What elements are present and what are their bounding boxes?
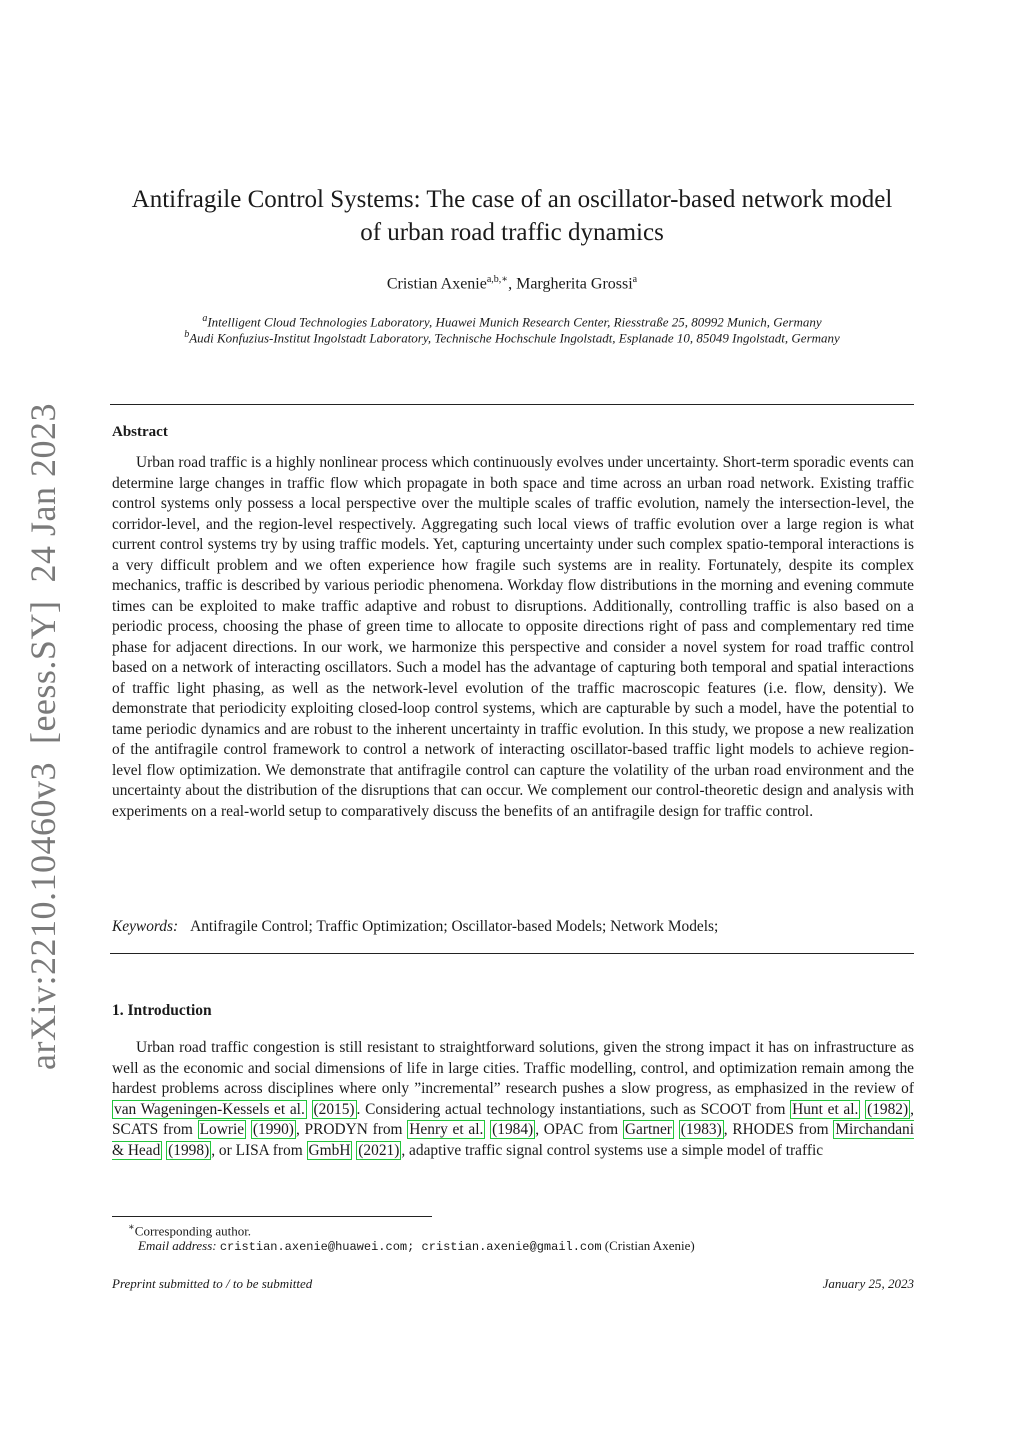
citation-link[interactable]: Henry et al. [409, 1121, 484, 1138]
author-name: Margherita Grossi [516, 275, 633, 293]
citation-year-link[interactable]: (2021) [358, 1141, 400, 1159]
affiliation-mark: b [184, 329, 190, 340]
citation-link[interactable]: van Wageningen-Kessels et al. [114, 1100, 305, 1118]
email-owner: (Cristian Axenie) [604, 1238, 695, 1253]
arxiv-id: arXiv:2210.10460v3 [23, 762, 63, 1070]
keywords-label: Keywords: [112, 918, 179, 935]
citation-year-link[interactable]: (2015) [313, 1100, 355, 1118]
keywords-text: Antifragile Control; Traffic Optimization; Oscillator-based Models; Network Models; [190, 918, 719, 935]
citation-link[interactable]: Lowrie [199, 1121, 245, 1138]
author-separator: , [508, 275, 517, 293]
text-segment: , RHODES from [723, 1121, 834, 1138]
title-line-2: of urban road traffic dynamics [360, 219, 664, 246]
text-segment: . Considering actual technology instantiations, such as SCOOT from [356, 1100, 791, 1118]
title-line-1: Antifragile Control Systems: The case of an oscillator-based network model [131, 186, 893, 213]
email-addresses[interactable]: cristian.axenie@huawei.com; cristian.axenie@gmail.com [219, 1240, 602, 1254]
text-segment: , or LISA from [211, 1141, 307, 1159]
text-segment: , PRODYN from [295, 1121, 408, 1138]
arxiv-date: 24 Jan 2023 [23, 403, 63, 583]
affiliation-text: Intelligent Cloud Technologies Laboratory, Huawei Munich Research Center, Riesstraße 25, 80992 Munich, Germany [207, 314, 822, 330]
affiliation-a [110, 313, 914, 330]
citation-link[interactable]: Hunt et al. [792, 1100, 859, 1118]
footnote-corresponding-text: Corresponding author. [134, 1223, 252, 1239]
citation-year-link[interactable]: (1983) [680, 1121, 722, 1138]
arxiv-category: [eess.SY] [23, 600, 63, 745]
citation-year-link[interactable]: (1984) [492, 1121, 534, 1138]
introduction-paragraph [112, 1038, 914, 1161]
author-name: Cristian Axenie [386, 275, 487, 293]
citation-link[interactable]: Gartner [624, 1121, 672, 1138]
author-list [110, 274, 914, 293]
keywords [112, 918, 914, 936]
footer-date: January 25, 2023 [822, 1276, 914, 1291]
citation-year-link[interactable]: (1982) [867, 1100, 909, 1118]
footnote-corresponding [128, 1222, 251, 1239]
affiliation-mark: a [202, 313, 208, 324]
abstract-bottom-rule [110, 953, 914, 954]
footnote-rule [112, 1216, 432, 1217]
citation-year-link[interactable]: (1998) [168, 1141, 210, 1159]
text-segment: , SCATS from [112, 1100, 914, 1138]
text-segment: , adaptive traffic signal control systems use a simple model of traffic [401, 1141, 824, 1159]
abstract-heading: Abstract [112, 424, 168, 440]
arxiv-side-stamp [18, 403, 68, 1070]
citation-link[interactable]: GmbH [308, 1141, 351, 1159]
abstract-top-rule [110, 404, 914, 405]
email-label: Email address: [138, 1238, 217, 1253]
citation-year-link[interactable]: (1990) [252, 1121, 294, 1138]
footnote-email [138, 1238, 695, 1254]
author-superscript: a,b,∗ [486, 274, 509, 285]
citation-link[interactable]: Mirchandani & Head [112, 1121, 915, 1159]
text-segment: , OPAC from [535, 1121, 623, 1138]
footer-submission-note: Preprint submitted to / to be submitted [112, 1276, 313, 1291]
affiliation-text: Audi Konfuzius-Institut Ingolstadt Laboratory, Technische Hochschule Ingolstadt, Esplanade 10, 85049 Ingolstadt, Germany [189, 330, 840, 346]
abstract-text: Urban road traffic is a highly nonlinear process which continuously evolves under uncertainty. Short-term sporadic events can determine large changes in traffic flow which propagate in both space and time across an urban road network. Existing traffic control systems only possess a local perspective over the multiple scales of traffic evolution, namely the intersection-level, the corridor-level, and the region-level respectively. Aggregating such local views of traffic evolution over a large region is what current control systems try by using traffic models. Yet, capturing uncertainty under such complex spatio-temporal interactions is a very difficult problem and we often experience how fragile such systems are in reality. Fortunately, despite its complex mechanics, traffic is described by various periodic phenomena. Workday flow distributions in the morning and evening commute times can be exploited to make traffic adaptive and robust to disruptions. Additionally, controlling traffic is also based on a periodic process, choosing the phase of green time to allocate to opposite directions right of pass and complementary red time phase for adjacent directions. In our work, we harmonize this perspective and consider a novel system for road traffic control based on a network of interacting oscillators. Such a model has the advantage of capturing both temporal and spatial interactions of traffic light phasing, as well as the network-level evolution of the traffic macroscopic features (i.e. flow, density). We demonstrate that periodicity exploiting closed-loop control systems, which are capturable by such a model, have the potential to tame periodic dynamics and are robust to the inherent uncertainty in traffic evolution. In this study, we propose a new realization of the antifragile control framework to control a network of interacting oscillator-based traffic light models to achieve region-level flow optimization. We demonstrate that antifragile control can capture the volatility of the urban road environment and the uncertainty about the distribution of the disruptions that can occur. We complement our control-theoretic design and analysis with experiments on a real-world setup to comparatively discuss the benefits of an antifragile design for traffic control. [112, 454, 914, 820]
author-superscript: a [632, 274, 638, 285]
footnote-mark: ∗ [128, 1222, 135, 1233]
text-segment: Urban road traffic congestion is still resistant to straightforward solutions, given the strong impact it has on infrastructure as well as the economic and social dimensions of life in large cities. Traffic modelling, control, and optimization remain among the hardest problems across disciplines where only ”incremental” research pushes a slow progress, as emphasized in the review of [112, 1039, 914, 1097]
section-heading-introduction: 1. Introduction [112, 1002, 212, 1019]
paper-title [110, 183, 914, 249]
affiliation-b [110, 329, 914, 346]
